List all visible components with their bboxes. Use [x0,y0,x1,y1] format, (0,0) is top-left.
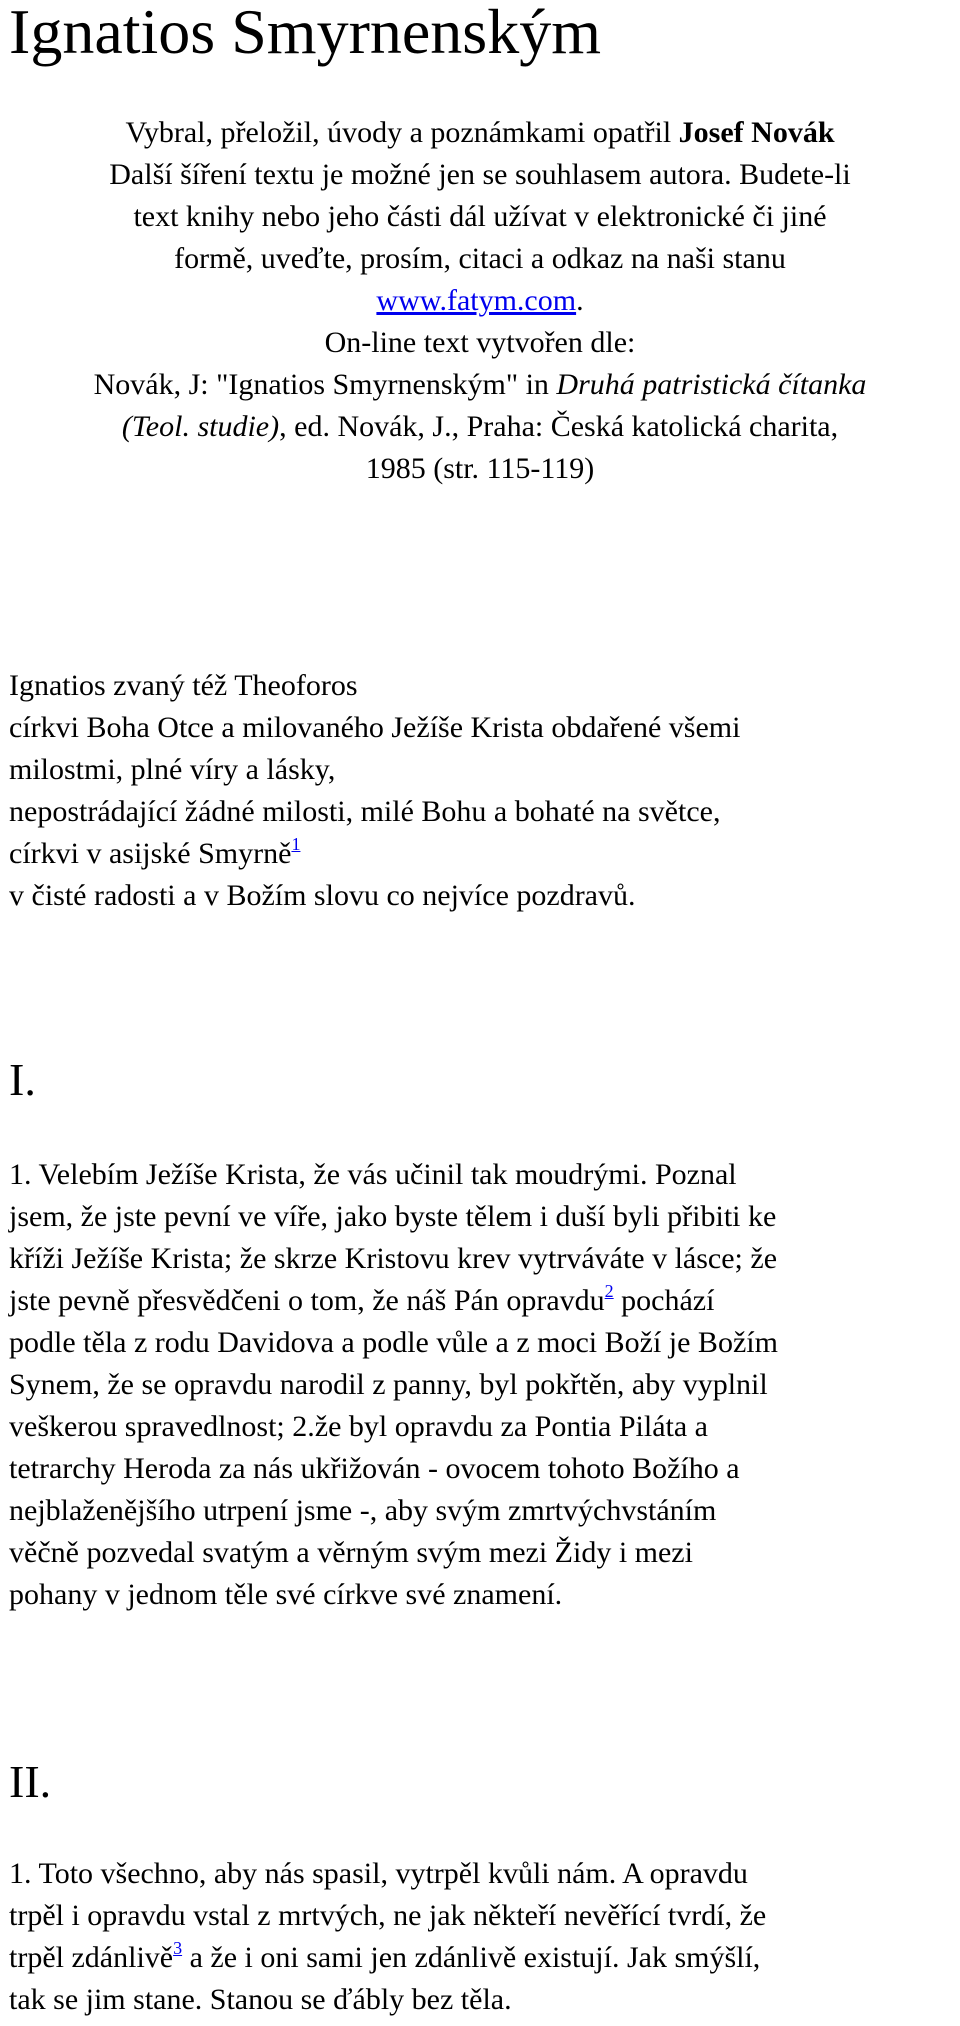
greeting-line: v čisté radosti a v Božím slovu co nejvíce pozdravů. [9,879,636,912]
citation-line-2 [0,406,960,448]
paragraph-line: tak se jim stane. Stanou se ďábly bez těla. [9,1983,512,2016]
paragraph-text: a že i oni sami jen zdánlivě existují. Jak smýšlí, [182,1941,761,1974]
paragraph-line: pohany v jednom těle své církve své znamení. [9,1578,563,1611]
greeting-block [9,665,954,917]
paragraph-line: nejblaženějšího utrpení jsme -, aby svým zmrtvýchvstáním [9,1494,717,1527]
footnote-link-1[interactable]: 1 [291,834,301,854]
citation-text: Novák, J: "Ignatios Smyrnenským" in [93,368,557,401]
footnote-ref [605,1281,614,1301]
link-line [0,280,960,322]
footnote-link-2[interactable]: 2 [604,1281,614,1301]
greeting-line: nepostrádající žádné milosti, milé Bohu a bohaté na světce, [9,795,721,828]
paragraph-line: 1. Toto všechno, aby nás spasil, vytrpěl kvůli nám. A opravdu [9,1857,748,1890]
paragraph-text: jste pevně přesvědčeni o tom, že náš Pán opravdu [9,1284,605,1317]
greeting-line: církvi Boha Otce a milovaného Ježíše Krista obdařené všemi [9,711,741,744]
greeting-line [9,833,954,875]
book-title: Druhá patristická čítanka [556,368,867,401]
intro-block [0,112,960,490]
source-heading: On-line text vytvořen dle: [324,326,636,359]
author-name: Josef Novák [678,116,835,149]
editor-line [0,112,960,154]
fatym-link[interactable]: www.fatym.com [376,284,577,317]
link-period: . [576,284,584,317]
series-title: (Teol. studie) [121,410,280,443]
footnote-ref [291,834,300,854]
paragraph-text: trpěl zdánlivě [9,1941,174,1974]
citation-line-3: 1985 (str. 115-119) [365,452,595,485]
paragraph-line: veškerou spravedlnost; 2.že byl opravdu za Pontia Piláta a [9,1410,708,1443]
paragraph-line: trpěl i opravdu vstal z mrtvých, ne jak někteří nevěřící tvrdí, že [9,1899,767,1932]
paragraph-line: věčně pozvedal svatým a věrným svým mezi Židy i mezi [9,1536,693,1569]
paragraph-line: tetrarchy Heroda za nás ukřižován - ovocem tohoto Božího a [9,1452,740,1485]
paragraph-line: 1. Velebím Ježíše Krista, že vás učinil tak moudrými. Poznal [9,1158,737,1191]
paragraph-text: pochází [613,1284,715,1317]
greeting-line: Ignatios zvaný též Theoforos [9,669,358,702]
citation-line-1 [0,364,960,406]
greeting-line: milostmi, plné víry a lásky, [9,753,336,786]
paragraph-line [9,1937,954,1979]
paragraph-line: Synem, že se opravdu narodil z panny, byl pokřtěn, aby vyplnil [9,1368,768,1401]
greeting-text: církvi v asijské Smyrně [9,837,292,870]
paragraph-line: jsem, že jste pevní ve víře, jako byste tělem i duší byli přibiti ke [9,1200,777,1233]
paragraph-line [9,1280,954,1322]
section-heading-1: I. [9,1054,36,1105]
section-2-paragraph [9,1853,954,2021]
document-title: Ignatios Smyrnenským [9,0,601,67]
section-heading-2: II. [9,1756,52,1807]
paragraph-line: podle těla z rodu Davidova a podle vůle a z moci Boží je Božím [9,1326,778,1359]
footnote-ref [173,1938,182,1958]
copyright-line-2: text knihy nebo jeho části dál užívat v elektronické či jiné [133,200,827,233]
publisher-text: , ed. Novák, J., Praha: Česká katolická charita, [279,410,839,443]
copyright-line-1: Další šíření textu je možné jen se souhlasem autora. Budete-li [109,158,851,191]
copyright-line-3: formě, uveďte, prosím, citaci a odkaz na naši stanu [174,242,786,275]
editor-text: Vybral, přeložil, úvody a poznámkami opatřil [125,116,679,149]
section-1-paragraph [9,1154,954,1616]
footnote-link-3[interactable]: 3 [173,1938,183,1958]
paragraph-line: kříži Ježíše Krista; že skrze Kristovu krev vytrváváte v lásce; že [9,1242,778,1275]
